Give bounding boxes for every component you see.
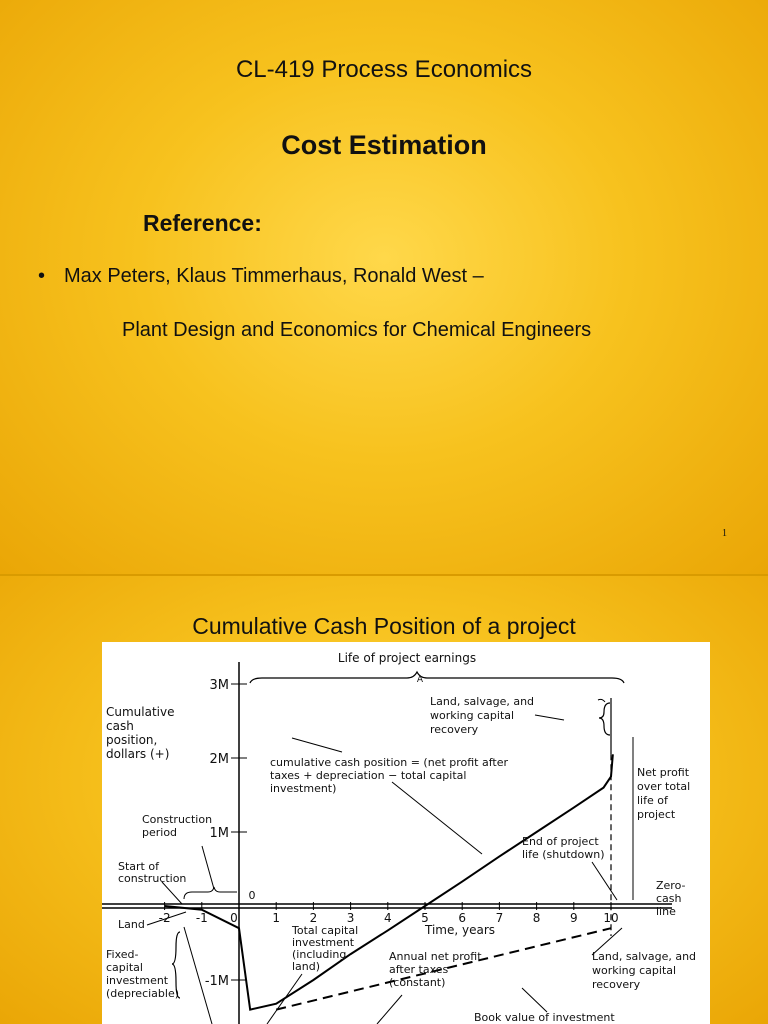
x-axis-label: Time, years xyxy=(424,923,496,937)
life-marker: A xyxy=(416,675,424,685)
y-axis-label-line: Cumulative xyxy=(106,705,175,719)
x-tick-label: 4 xyxy=(383,911,392,925)
construction-period-line: period xyxy=(142,826,178,839)
x-tick-label: 2 xyxy=(309,911,318,925)
x-tick-label: 3 xyxy=(346,911,355,925)
cumulative-leader-left xyxy=(292,738,342,752)
zero-cash-label-line: line xyxy=(656,905,676,918)
book-value-label: Book value of investment xyxy=(474,1011,615,1024)
bullet-glyph: • xyxy=(38,265,46,287)
net-profit-over-line: Net profit xyxy=(637,766,690,779)
cumulative-text-line: cumulative cash position = (net profit after xyxy=(270,756,509,769)
land-salvage-top-line: Land, salvage, and xyxy=(430,695,535,708)
total-capital-line: land) xyxy=(292,960,321,973)
fixed-capital-line: capital xyxy=(106,961,143,974)
salvage-arrow-hook xyxy=(598,699,605,702)
y-axis-label-line: position, xyxy=(106,733,158,747)
salvage-top-leader xyxy=(535,715,564,720)
end-of-project-leader xyxy=(592,862,617,900)
page-number: 1 xyxy=(722,528,727,539)
y-axis-label-line: dollars (+) xyxy=(106,747,170,761)
start-leader xyxy=(162,882,182,904)
land-salvage-bottom-line: working capital xyxy=(592,964,677,977)
cash-position-chart xyxy=(102,642,710,1024)
total-capital-line: Total capital xyxy=(292,924,359,937)
total-capital-leader xyxy=(267,974,302,1024)
slide-2-title: Cumulative Cash Position of a project xyxy=(192,613,576,639)
course-title: CL-419 Process Economics xyxy=(235,56,533,83)
fixed-capital-line: (depreciable) xyxy=(106,987,180,1000)
land-salvage-bottom-line: Land, salvage, and xyxy=(592,950,697,963)
net-profit-over-line: project xyxy=(637,808,676,821)
net-profit-over-line: life of xyxy=(637,794,668,807)
land-salvage-bottom-line: recovery xyxy=(592,978,641,991)
slide-2 xyxy=(0,576,768,1024)
land-label: Land xyxy=(118,918,145,931)
land-salvage-top-line: recovery xyxy=(430,723,479,736)
cumulative-leader-right xyxy=(392,782,482,854)
bullet-authors xyxy=(38,265,484,288)
zero-cash-label-line: Zero- xyxy=(656,879,686,892)
y-tick-label: 2M xyxy=(209,752,229,767)
land-salvage-top-brace xyxy=(599,703,610,735)
life-bracket xyxy=(250,672,624,683)
net-profit-over-line: over total xyxy=(637,780,691,793)
cumulative-text-line: taxes + depreciation − total capital xyxy=(270,769,467,782)
life-of-project-label: Life of project earnings xyxy=(337,651,477,665)
x-tick-label: 0 xyxy=(230,911,238,925)
book-title: Plant Design and Economics for Chemical Engineers xyxy=(122,319,592,341)
authors-text: Max Peters, Klaus Timmerhaus, Ronald West – xyxy=(64,265,484,287)
construction-leader xyxy=(202,846,214,889)
y-tick-label: 0 xyxy=(248,889,256,902)
x-tick-label: 9 xyxy=(569,911,578,925)
annual-net-profit-line: after taxes xyxy=(389,963,449,976)
fixed-capital-line: Fixed- xyxy=(106,948,139,961)
book-value-leader xyxy=(522,988,547,1012)
y-axis-label-line: cash xyxy=(106,719,134,733)
x-tick-label: 8 xyxy=(532,911,541,925)
total-capital-line: investment xyxy=(292,936,355,949)
zero-cash-label-line: cash xyxy=(656,892,682,905)
start-of-construction-line: construction xyxy=(118,872,187,885)
topic-title: Cost Estimation xyxy=(281,130,487,160)
y-tick-label: -1M xyxy=(204,974,229,989)
total-capital-line: (including xyxy=(292,948,347,961)
x-tick-label: 7 xyxy=(495,911,504,925)
reference-label: Reference: xyxy=(143,210,262,236)
x-tick-label: 10 xyxy=(603,911,619,925)
x-tick-label: -2 xyxy=(158,911,171,925)
fixed-capital-line: investment xyxy=(106,974,169,987)
end-of-project-line: End of project xyxy=(522,835,599,848)
construction-period-line: Construction xyxy=(142,813,213,826)
chart-container xyxy=(102,642,710,1024)
annual-net-leader xyxy=(377,995,402,1024)
land-salvage-top-line: working capital xyxy=(430,709,515,722)
annual-net-profit-line: Annual net profit xyxy=(389,950,482,963)
annual-net-profit-line: (constant) xyxy=(389,976,446,989)
construction-bracket xyxy=(184,887,237,899)
end-of-project-line: life (shutdown) xyxy=(522,848,605,861)
chart-annotations xyxy=(106,651,696,1024)
x-tick-label: -1 xyxy=(195,911,208,925)
x-tick-label: 6 xyxy=(458,911,467,925)
start-of-construction-line: Start of xyxy=(118,860,159,873)
y-tick-label: 3M xyxy=(209,678,229,693)
x-tick-label: 5 xyxy=(421,911,429,925)
y-tick-label: 1M xyxy=(209,826,229,841)
cumulative-text-line: investment) xyxy=(270,782,337,795)
x-tick-label: 1 xyxy=(272,911,281,925)
